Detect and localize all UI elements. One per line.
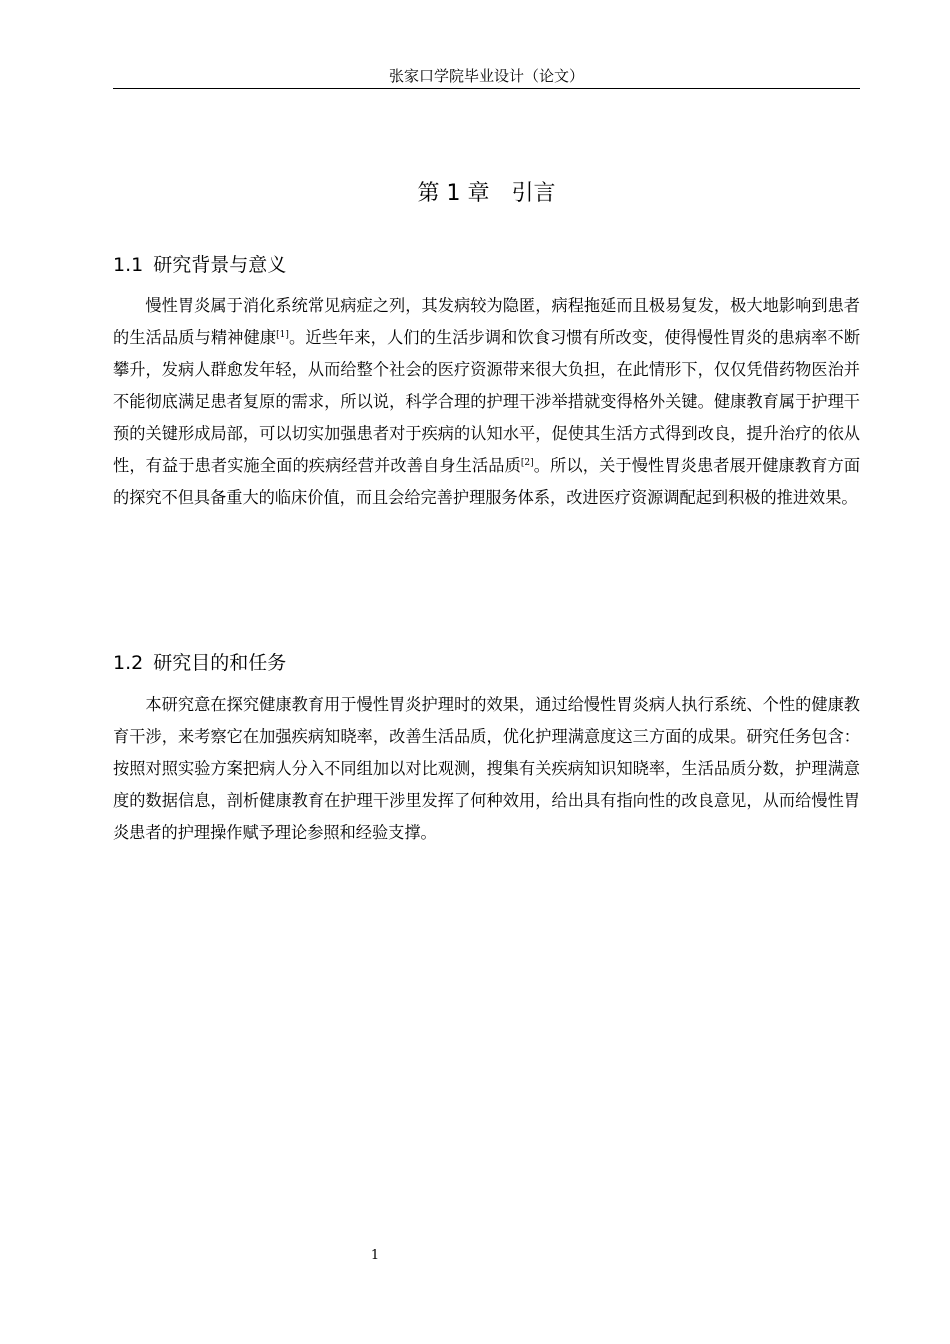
section-title: 研究目的和任务: [153, 652, 287, 674]
citation-ref-2: [2]: [520, 458, 534, 468]
section-1-2-paragraph: 本研究意在探究健康教育用于慢性胃炎护理时的效果，通过给慢性胃炎病人执行系统、个性的健康教育干涉，来考察它在加强疾病知晓率，改善生活品质，优化护理满意度这三方面的成果。研究任务包含：按照对照实验方案把病人分入不同组加以对比观测，搜集有关疾病知识知晓率，生活品质分数，护理满意度的数据信息，剖析健康教育在护理干涉里发挥了何种效用，给出具有指向性的改良意见，从而给慢性胃炎患者的护理操作赋予理论参照和经验支撑。: [113, 695, 860, 842]
section-heading-1-1: [113, 251, 860, 279]
chapter-number: 第 1 章: [417, 181, 490, 206]
section-number: 1.2: [113, 652, 144, 674]
section-number: 1.1: [113, 254, 144, 276]
section-heading-1-2: [113, 649, 860, 677]
header-rule: [113, 88, 860, 89]
paragraph-text: 慢性胃炎属于消化系统常见病症之列，其发病较为隐匿，病程拖延而且极易复发，极大地影响到患者的生活品质与精神健康: [113, 296, 860, 347]
paragraph-text: 。所以，关于慢性胃炎患者展开健康教育方面的探究不但具备重大的临床价值，而且会给完善护理服务体系，改进医疗资源调配起到积极的推进效果。: [113, 456, 861, 507]
section-1-1-paragraph: [113, 290, 860, 514]
section-title: 研究背景与意义: [153, 254, 287, 276]
running-header: 张家口学院毕业设计（论文）: [388, 67, 584, 85]
chapter-title: [113, 178, 860, 210]
paragraph-text: 。近些年来，人们的生活步调和饮食习惯有所改变，使得慢性胃炎的患病率不断攀升，发病人群愈发年轻，从而给整个社会的医疗资源带来很大负担，在此情形下，仅仅凭借药物医治并不能彻底满足患者复原的需求，所以说，科学合理的护理干涉举措就变得格外关键。健康教育属于护理干预的关键形成局部，可以切实加强患者对于疾病的认知水平，促使其生活方式得到改良，提升治疗的依从性，有益于患者实施全面的疾病经营并改善自身生活品质: [113, 328, 861, 475]
page-number: 1: [370, 1248, 380, 1263]
chapter-name: 引言: [511, 181, 556, 206]
citation-ref-1: [1]: [276, 330, 289, 340]
